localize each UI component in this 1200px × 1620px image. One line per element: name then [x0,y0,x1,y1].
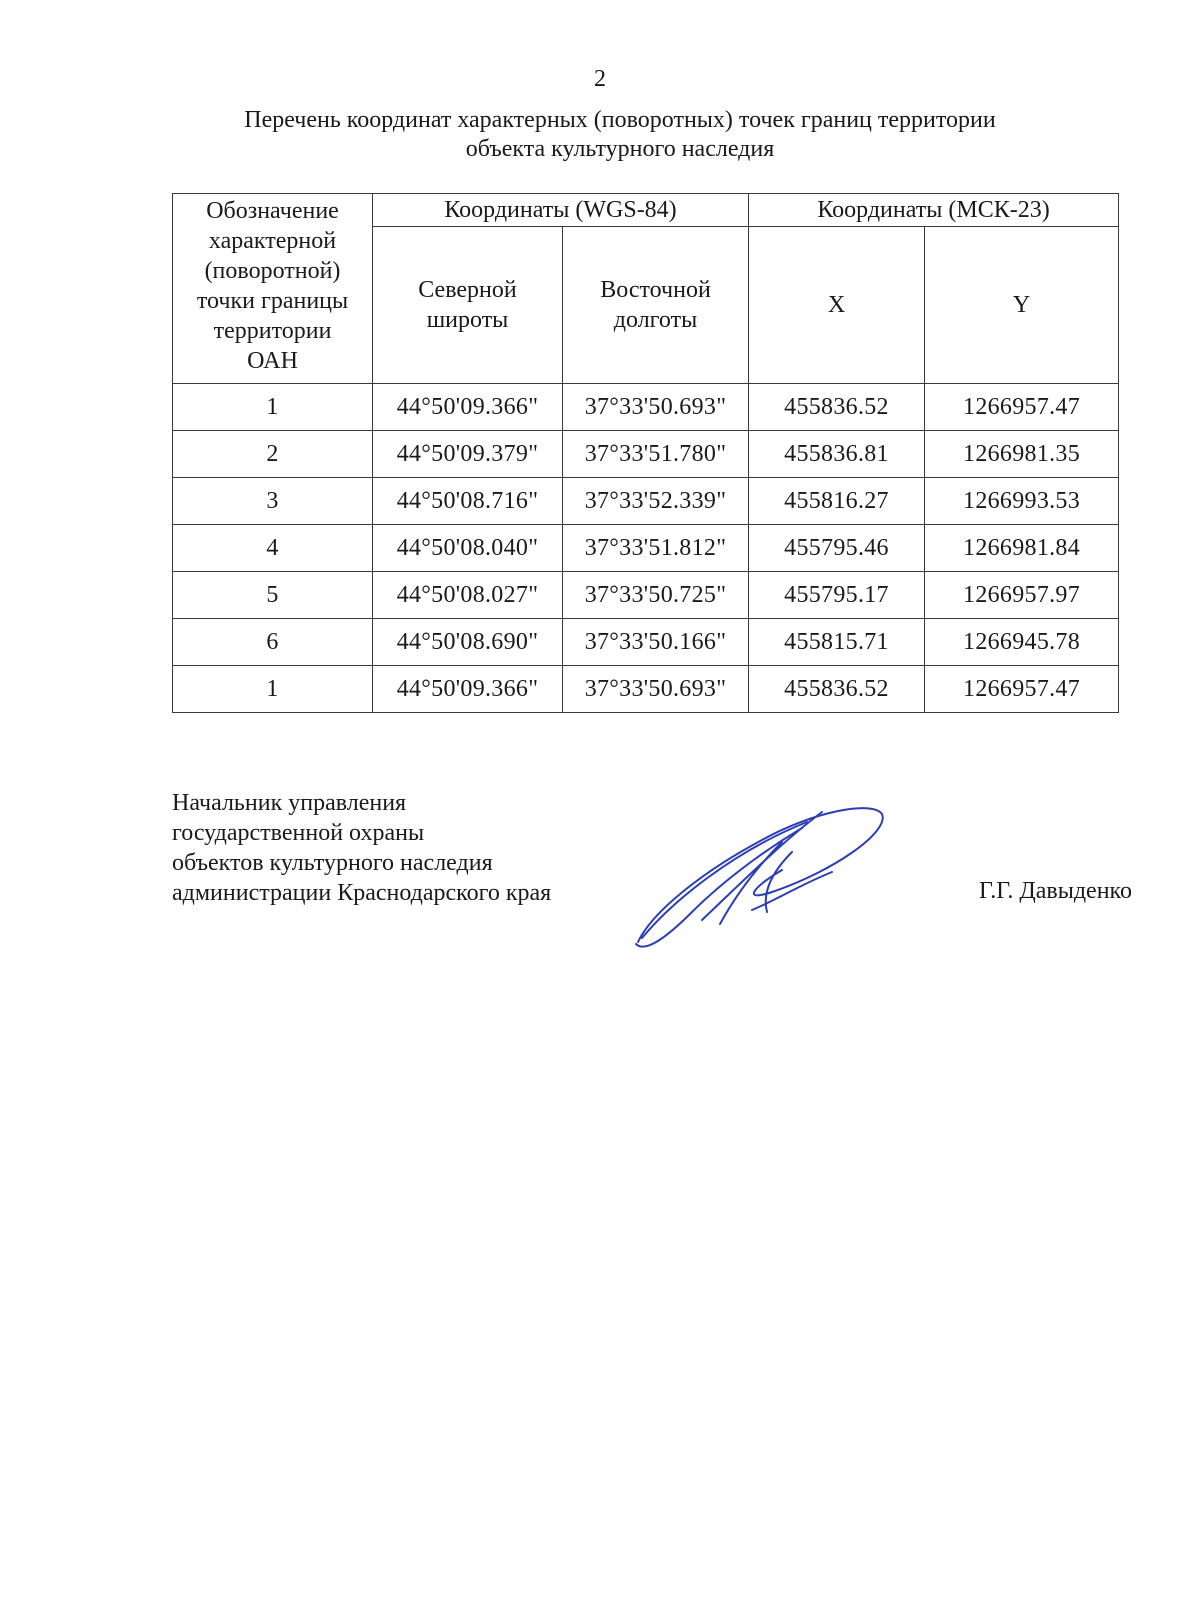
signature-block [172,788,1132,948]
longitude-header [563,227,749,384]
latitude-header [373,227,563,384]
y-cell: 1266957.47 [925,666,1119,713]
designation-header [173,194,373,384]
table-row [173,478,1119,525]
designation-header-line: территории [213,318,332,344]
x-cell: 455795.46 [749,525,925,572]
x-cell: 455836.81 [749,431,925,478]
longitude-cell: 37°33'51.812" [563,525,749,572]
table-row [173,384,1119,431]
y-cell: 1266957.47 [925,384,1119,431]
document-title-line-2: объекта культурного наследия [465,136,775,162]
designation-header-line: характерной [208,228,337,254]
signer-position [172,788,551,908]
point-cell: 4 [173,525,373,572]
signer-position-line: объектов культурного наследия [172,850,493,876]
latitude-cell: 44°50'09.379" [373,431,563,478]
wgs84-group-header: Координаты (WGS-84) [373,194,749,227]
latitude-cell: 44°50'08.040" [373,525,563,572]
longitude-header-line: долготы [613,307,698,333]
table-row [173,572,1119,619]
latitude-header-line: Северной [418,277,517,303]
designation-header-line: (поворотной) [204,258,341,284]
designation-header-line: ОАН [247,348,298,374]
point-cell: 2 [173,431,373,478]
latitude-cell: 44°50'08.716" [373,478,563,525]
signer-position-line: Начальник управления [172,790,407,816]
latitude-cell: 44°50'08.690" [373,619,563,666]
y-cell: 1266945.78 [925,619,1119,666]
x-cell: 455815.71 [749,619,925,666]
x-cell: 455836.52 [749,666,925,713]
latitude-cell: 44°50'08.027" [373,572,563,619]
y-cell: 1266993.53 [925,478,1119,525]
x-cell: 455836.52 [749,384,925,431]
longitude-cell: 37°33'52.339" [563,478,749,525]
document-title [160,106,1080,164]
longitude-header-line: Восточной [600,277,711,303]
handwritten-signature [632,792,892,952]
longitude-cell: 37°33'50.693" [563,666,749,713]
signer-position-line: администрации Краснодарского края [172,880,552,906]
point-cell: 5 [173,572,373,619]
longitude-cell: 37°33'50.725" [563,572,749,619]
signer-name: Г.Г. Давыденко [979,878,1132,904]
table-row [173,431,1119,478]
point-cell: 3 [173,478,373,525]
table-row [173,525,1119,572]
point-cell: 1 [173,666,373,713]
longitude-cell: 37°33'50.693" [563,384,749,431]
coordinates-table [172,193,1119,713]
signer-position-line: государственной охраны [172,820,425,846]
point-cell: 6 [173,619,373,666]
table-row [173,666,1119,713]
point-cell: 1 [173,384,373,431]
table-row [173,619,1119,666]
page-number: 2 [594,66,606,92]
designation-header-line: точки границы [196,288,349,314]
latitude-cell: 44°50'09.366" [373,384,563,431]
y-cell: 1266981.84 [925,525,1119,572]
x-cell: 455795.17 [749,572,925,619]
latitude-header-line: широты [426,307,509,333]
designation-header-line: Обозначение [206,198,339,224]
y-cell: 1266981.35 [925,431,1119,478]
latitude-cell: 44°50'09.366" [373,666,563,713]
longitude-cell: 37°33'50.166" [563,619,749,666]
document-title-line-1: Перечень координат характерных (поворотных) точек границ территории [244,107,996,133]
x-header: X [749,227,925,384]
msk23-group-header: Координаты (МСК-23) [749,194,1119,227]
y-header: Y [925,227,1119,384]
longitude-cell: 37°33'51.780" [563,431,749,478]
x-cell: 455816.27 [749,478,925,525]
y-cell: 1266957.97 [925,572,1119,619]
